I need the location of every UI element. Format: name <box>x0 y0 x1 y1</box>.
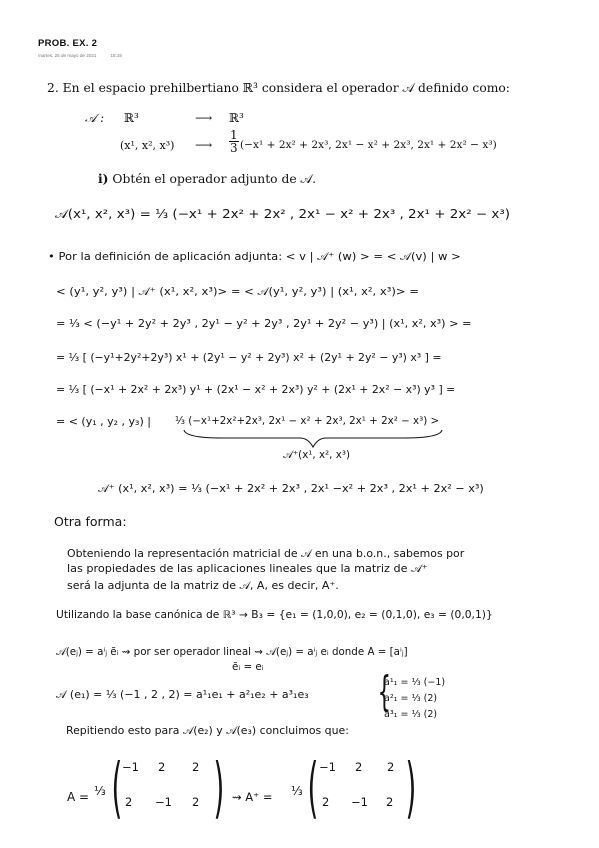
hw-step-4: = ⅓ [ (−x¹ + 2x² + 2x³) y¹ + (2x¹ − x² + 2x³) y² + (2x¹ + 2x² − x³) y³ ] = <box>56 383 456 396</box>
fraction-numerator: 1 <box>230 128 238 142</box>
problem-statement <box>47 81 510 96</box>
operator-codomain: ℝ³ <box>229 111 244 125</box>
fraction-denominator: 3 <box>230 141 238 155</box>
hw-basis-equal: ẽᵢ = eᵢ <box>232 661 264 673</box>
matrix-aplus-third: ⅓ <box>291 784 303 798</box>
hw-coef-3: a³₁ = ⅓ (2) <box>384 709 438 720</box>
date-text: martes, 25 de mayo de 2021 <box>38 53 97 58</box>
hw-repeat-note: Repitiendo esto para 𝒜(e₂) y 𝒜(e₃) concluimos que: <box>66 725 349 737</box>
hw-adjoint-result: 𝒜⁺ (x¹, x², x³) = ⅓ (−x¹ + 2x² + 2x³ , 2x¹ −x² + 2x³ , 2x¹ + 2x² − x³) <box>98 482 484 495</box>
matrix-a-left-paren: ( <box>111 749 123 826</box>
matrix-a-right-paren: ) <box>213 749 225 826</box>
hw-text-line-1: Obteniendo la representación matricial de 𝒜 en una b.o.n., sabemos por <box>67 548 465 560</box>
hw-matrix-definition: 𝒜(eⱼ) = aⁱⱼ ẽᵢ ⇝ por ser operador lineal ⇝ 𝒜(eⱼ) = aⁱⱼ eᵢ donde A = [aⁱⱼ] <box>56 646 408 658</box>
left-curly-brace: { <box>377 667 392 716</box>
hw-step-5-left: = < (y₁ , y₂ , y₃) | <box>56 415 151 428</box>
matrix-a-r2c2: −1 <box>155 795 172 809</box>
operator-maps-arrow: ⟶ <box>195 138 213 152</box>
operator-input: (x¹, x², x³) <box>120 139 175 152</box>
matrix-aplus-r1c3: 2 <box>387 760 395 774</box>
hw-step-2: = ⅓ < (−y¹ + 2y² + 2y³ , 2y¹ − y² + 2y³ , 2y¹ + 2y² − y³) | (x¹, x², x³) > = <box>56 317 472 330</box>
hw-text-line-2: las propiedades de las aplicaciones lineales que la matriz de 𝒜⁺ <box>67 563 428 575</box>
hw-step-3: = ⅓ [ (−y¹+2y²+2y³) x¹ + (2y¹ − y² + 2y³) x² + (2y¹ + 2y² − y³) x³ ] = <box>56 351 442 364</box>
time-text: 15:15 <box>110 53 122 58</box>
matrix-aplus-left-paren: ( <box>307 749 319 826</box>
hw-text-line-3: será la adjunta de la matriz de 𝒜, A, es decir, A⁺. <box>67 580 339 592</box>
matrix-a-r1c2: 2 <box>158 760 166 774</box>
operator-name: 𝒜 : <box>85 111 105 125</box>
operator-fraction <box>228 129 240 154</box>
matrix-a-r2c1: 2 <box>125 795 133 809</box>
fraction <box>229 129 239 154</box>
underbrace <box>182 428 444 450</box>
operator-arrow: ⟶ <box>195 111 213 125</box>
hw-other-method-heading: Otra forma: <box>54 514 127 529</box>
hw-operator-definition: 𝒜(x¹, x², x³) = ⅓ (−x¹ + 2x² + 2x² , 2x¹ − x² + 2x³ , 2x¹ + 2x² − x³) <box>55 207 511 221</box>
hw-step-1: < (y¹, y², y³) | 𝒜⁺ (x¹, x², x³)> = < 𝒜(y¹, y², y³) | (x¹, x², x³)> = <box>56 285 419 298</box>
matrix-a-r1c3: 2 <box>192 760 200 774</box>
operator-output: (−x¹ + 2x² + 2x³, 2x¹ − x² + 2x³, 2x¹ + 2x² − x³) <box>240 139 497 151</box>
part-text: Obtén el operador adjunto de 𝒜. <box>112 172 317 186</box>
matrix-aplus-r1c1: −1 <box>319 760 336 774</box>
matrix-aplus-r2c1: 2 <box>322 795 330 809</box>
part-i <box>98 171 316 187</box>
hw-adjoint-definition: • Por la definición de aplicación adjunta: < v | 𝒜⁺ (w) > = < 𝒜(v) | w > <box>48 250 461 263</box>
part-label: i) <box>98 171 109 186</box>
matrix-a-third: ⅓ <box>94 784 106 798</box>
problem-number: 2. <box>47 81 59 95</box>
matrix-aplus-r1c2: 2 <box>355 760 363 774</box>
hw-image-e1: 𝒜 (e₁) = ⅓ (−1 , 2 , 2) = a¹₁e₁ + a²₁e₂ + a³₁e₃ <box>56 688 309 701</box>
page-title: PROB. EX. 2 <box>38 38 98 49</box>
hw-canonical-basis: Utilizando la base canónica de ℝ³ → B₃ = {e₁ = (1,0,0), e₂ = (0,1,0), e₃ = (0,0,1)} <box>56 609 493 621</box>
hw-coef-2: a²₁ = ⅓ (2) <box>384 693 438 704</box>
page-date <box>38 53 122 58</box>
hw-step-5-right: ⅓ (−x¹+2x²+2x³, 2x¹ − x² + 2x³, 2x¹ + 2x² − x³) > <box>175 415 440 427</box>
matrix-aplus-right-paren: ) <box>405 749 417 826</box>
matrix-aplus-r2c3: 2 <box>386 795 394 809</box>
matrix-aplus-r2c2: −1 <box>351 795 368 809</box>
matrix-a-r2c3: 2 <box>192 795 200 809</box>
hw-coef-1: a¹₁ = ⅓ (−1) <box>384 677 446 688</box>
problem-text: En el espacio prehilbertiano ℝ³ considera el operador 𝒜 definido como: <box>62 81 510 95</box>
matrix-a-r1c1: −1 <box>122 760 139 774</box>
matrix-a-label: A = <box>67 790 90 804</box>
hw-brace-label: 𝒜⁺(x¹, x², x³) <box>283 449 350 461</box>
operator-domain: ℝ³ <box>124 111 139 125</box>
matrix-aplus-label: ⇝ A⁺ = <box>232 790 273 804</box>
